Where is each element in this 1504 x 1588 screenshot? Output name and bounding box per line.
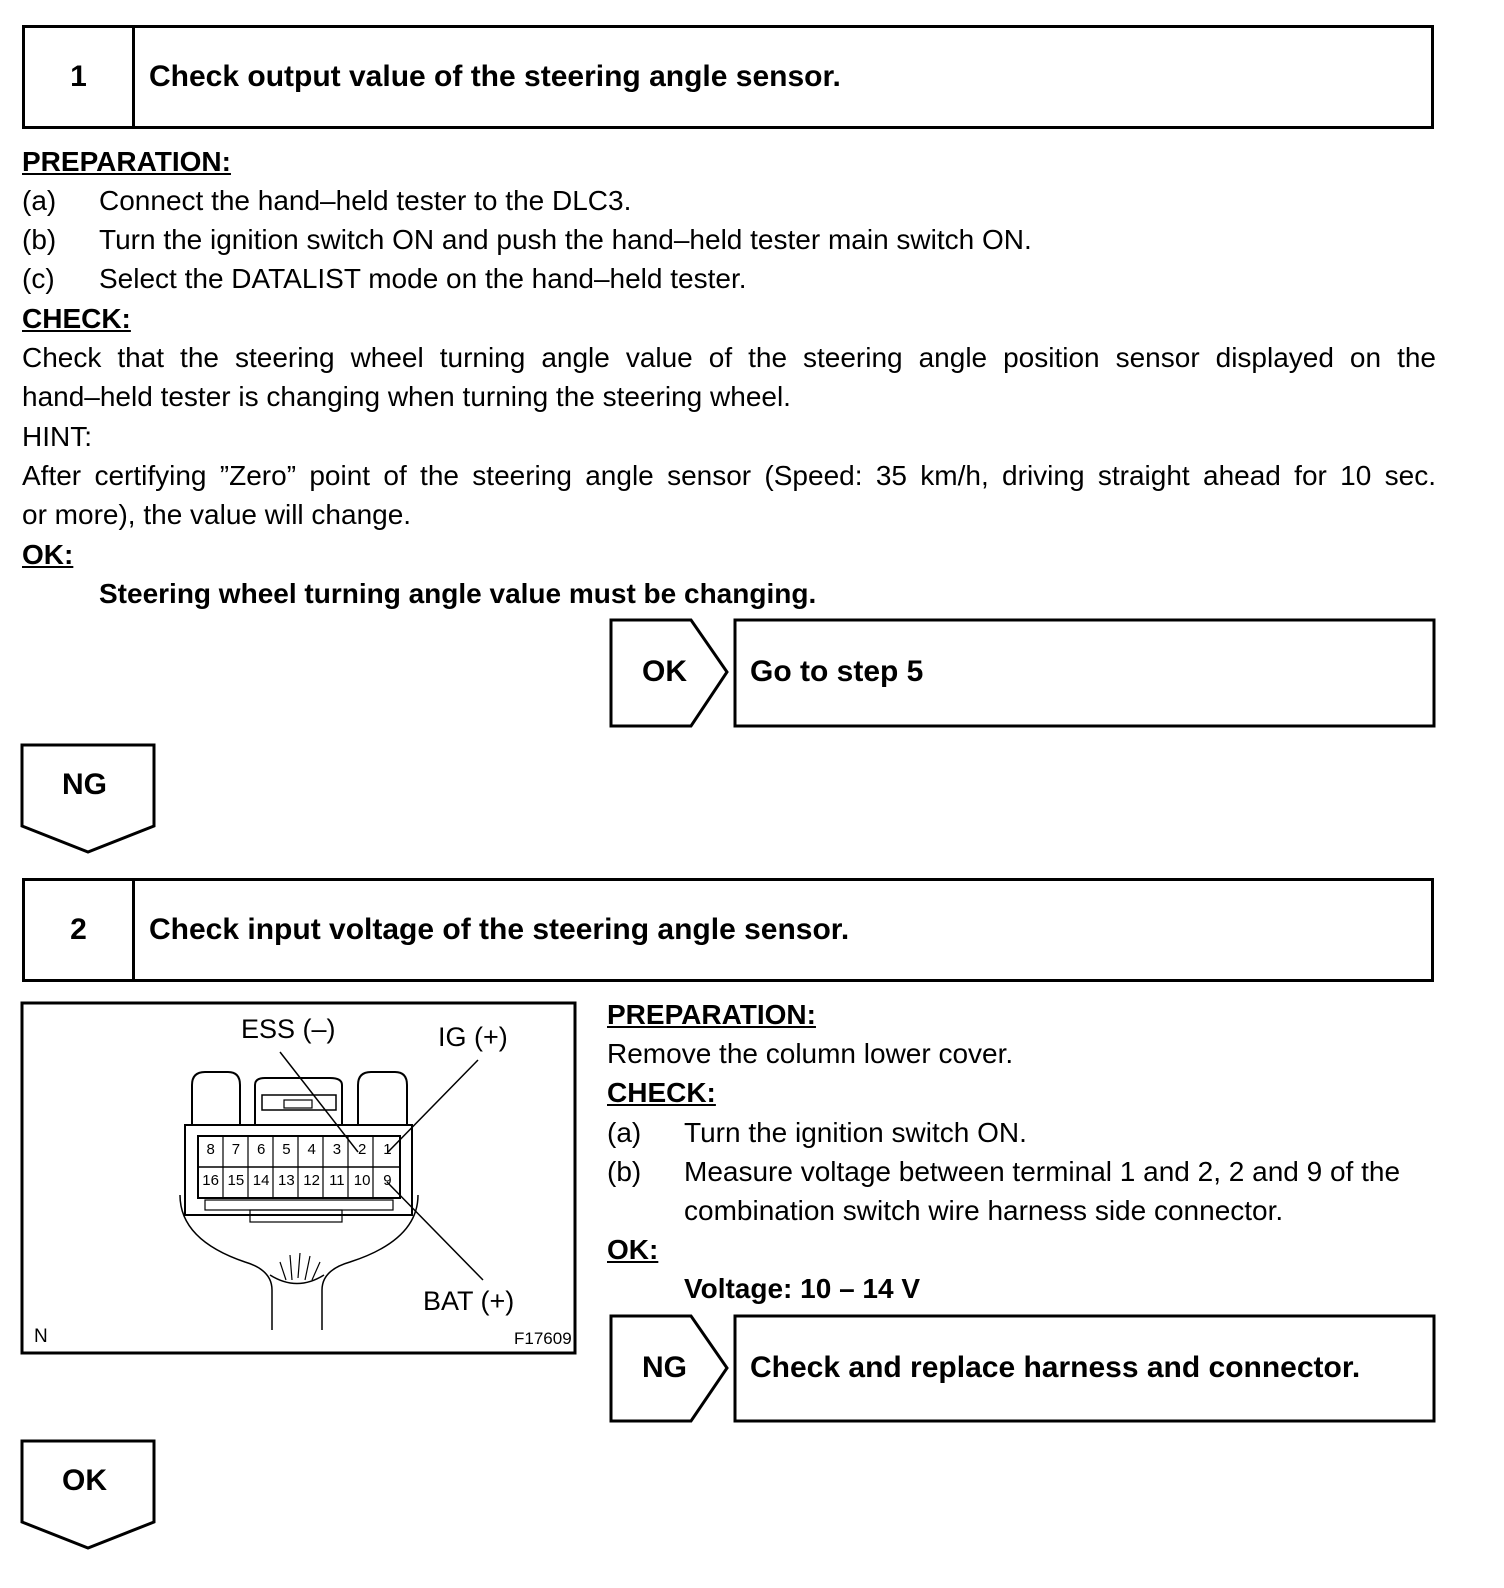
terminal-13: 13: [278, 1172, 295, 1189]
step-2-check-b-text-2: combination switch wire harness side connector.: [684, 1195, 1284, 1226]
step-2-ng-result: Check and replace harness and connector.: [750, 1351, 1361, 1384]
step-1-preparation-heading: PREPARATION:: [22, 146, 231, 177]
step-2-ng-arrow-label: NG: [642, 1351, 687, 1384]
terminal-7: 7: [231, 1141, 241, 1158]
terminal-3: 3: [332, 1141, 342, 1158]
step-2-check-a-marker: (a): [607, 1117, 642, 1148]
step-1-number: 1: [25, 28, 135, 126]
step-1-hint-line-1: After certifying ”Zero” point of the steering angle sensor (Speed: 35 km/h, driving straight ahead for 10 sec.: [22, 460, 1436, 491]
step-2-check-heading: CHECK:: [607, 1077, 716, 1108]
step-1-check-line-1: Check that the steering wheel turning angle value of the steering angle position sensor displayed on the: [22, 342, 1436, 373]
terminal-14: 14: [252, 1172, 270, 1189]
step-1-prep-a-text: Connect the hand–held tester to the DLC3.: [99, 185, 632, 216]
step-1-title: Check output value of the steering angle sensor.: [149, 60, 841, 93]
step-2-check-b-marker: (b): [607, 1156, 642, 1187]
terminal-12: 12: [303, 1172, 320, 1189]
terminal-16: 16: [202, 1172, 219, 1189]
step-2-check-a-text: Turn the ignition switch ON.: [684, 1117, 1027, 1148]
step-1-check-line-2: hand–held tester is changing when turning the steering wheel.: [22, 381, 791, 412]
label-bat: BAT (+): [423, 1286, 515, 1316]
step-2-preparation-heading: PREPARATION:: [607, 999, 816, 1030]
step-1-ok-value: Steering wheel turning angle value must be changing.: [99, 578, 817, 609]
step-2-number: 2: [25, 881, 135, 979]
step-2-preparation-text: Remove the column lower cover.: [607, 1038, 1014, 1069]
step-1-hint-label: HINT:: [22, 421, 92, 452]
terminal-5: 5: [282, 1141, 291, 1158]
terminal-1: 1: [383, 1141, 392, 1158]
label-ig: IG (+): [438, 1022, 508, 1052]
terminal-9: 9: [383, 1172, 392, 1189]
step-1-ok-heading: OK:: [22, 539, 74, 570]
step-2-check-b-text: Measure voltage between terminal 1 and 2, 2 and 9 of the: [684, 1156, 1401, 1187]
step-1-hint-line-2: or more), the value will change.: [22, 499, 412, 530]
step-2-ok-label: OK: [62, 1464, 107, 1497]
diagram-corner-label: N: [34, 1326, 48, 1347]
terminal-6: 6: [256, 1141, 266, 1158]
step-1-prep-c-marker: (c): [22, 263, 55, 294]
diagram-figure-id: F17609: [514, 1329, 572, 1348]
step-1-ng-label: NG: [62, 768, 107, 801]
terminal-11: 11: [329, 1172, 345, 1189]
terminal-8: 8: [206, 1141, 215, 1158]
step-1-check-heading: CHECK:: [22, 303, 131, 334]
step-2-ok-value: Voltage: 10 – 14 V: [684, 1273, 921, 1304]
step-1-prep-b-marker: (b): [22, 224, 57, 255]
terminal-2: 2: [357, 1141, 367, 1158]
step-1-prep-b-text: Turn the ignition switch ON and push the hand–held tester main switch ON.: [99, 224, 1032, 255]
step-1-prep-a-marker: (a): [22, 185, 57, 216]
step-2-title: Check input voltage of the steering angle sensor.: [149, 913, 850, 946]
step-2-ok-heading: OK:: [607, 1234, 659, 1265]
step-1-ok-arrow-label: OK: [642, 655, 687, 688]
label-ess: ESS (–): [241, 1014, 336, 1044]
step-1-ok-result: Go to step 5: [750, 655, 924, 688]
terminal-10: 10: [353, 1172, 371, 1189]
terminal-4: 4: [307, 1141, 316, 1158]
step-1-prep-c-text: Select the DATALIST mode on the hand–held tester.: [99, 263, 747, 294]
terminal-15: 15: [227, 1172, 245, 1189]
